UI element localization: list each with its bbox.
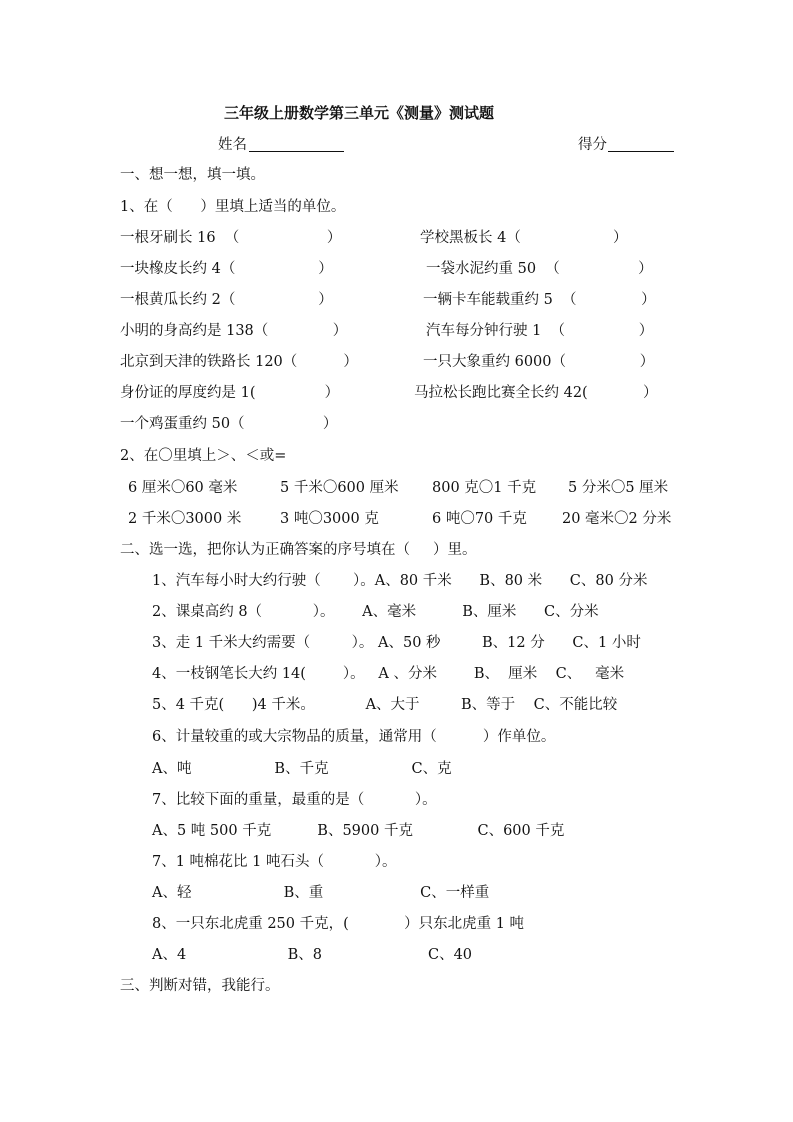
q1-item: 一块橡皮长约 4（ ） [120, 261, 333, 277]
q1-item: 小明的身高约是 138（ ） [120, 323, 348, 339]
choice-options: A、5 吨 500 千克 B、5900 千克 C、600 千克 [152, 823, 565, 839]
name-blank-line [249, 151, 344, 152]
section1-heading: 一、想一想，填一填。 [120, 167, 265, 183]
choice-question: 4、一枝钢笔长大约 14( ）。 A 、分米 B、 厘米 C、 毫米 [152, 666, 625, 682]
q2-prompt: 2、在〇里填上＞、＜或= [120, 448, 287, 464]
q2-item: 800 克〇1 千克 [432, 480, 537, 496]
q2-item: 6 厘米〇60 毫米 [128, 480, 238, 496]
choice-options: A、轻 B、重 C、一样重 [152, 885, 490, 901]
choice-question: 2、课桌高约 8（ ）。 A、毫米 B、厘米 C、分米 [152, 604, 599, 620]
q1-item: 汽车每分钟行驶 1 （ ） [426, 323, 654, 339]
choice-question: 5、4 千克( )4 千米。 A、大于 B、等于 C、不能比较 [152, 697, 618, 713]
choice-question: 7、1 吨棉花比 1 吨石头（ ）。 [152, 854, 397, 870]
q1-item: 北京到天津的铁路长 120（ ） [120, 354, 358, 370]
page-title: 三年级上册数学第三单元《测量》测试题 [224, 104, 495, 122]
q1-item: 身份证的厚度约是 1( ） [120, 385, 340, 401]
section3-heading: 三、判断对错，我能行。 [120, 978, 280, 994]
q1-item: 一根黄瓜长约 2（ ） [120, 292, 333, 308]
choice-question: 8、一只东北虎重 250 千克，( ）只东北虎重 1 吨 [152, 916, 525, 932]
q1-item: 一辆卡车能载重约 5 （ ） [423, 292, 656, 308]
choice-question: 7、比较下面的重量，最重的是（ ）。 [152, 792, 437, 808]
q2-item: 6 吨〇70 千克 [432, 511, 527, 527]
q1-prompt: 1、在（ ）里填上适当的单位。 [120, 199, 346, 215]
choice-question: 3、走 1 千米大约需要（ ）。 A、50 秒 B、12 分 C、1 小时 [152, 635, 641, 651]
q1-item: 一根牙刷长 16 （ ） [120, 230, 342, 246]
score-label: 得分 [578, 137, 607, 153]
choice-question: 1、汽车每小时大约行驶（ ）。A、80 千米 B、80 米 C、80 分米 [152, 573, 648, 589]
name-label: 姓名 [218, 137, 247, 153]
q1-item: 一个鸡蛋重约 50（ ） [120, 416, 338, 432]
choice-options: A、吨 B、千克 C、克 [152, 761, 452, 777]
q1-item: 一袋水泥约重 50 （ ） [426, 261, 653, 277]
q2-item: 20 毫米〇2 分米 [562, 511, 672, 527]
q2-item: 3 吨〇3000 克 [280, 511, 379, 527]
choice-question: 6、计量较重的或大宗物品的质量，通常用（ ）作单位。 [152, 729, 556, 745]
q2-item: 5 分米〇5 厘米 [568, 480, 669, 496]
q2-item: 2 千米〇3000 米 [128, 511, 242, 527]
q1-item: 学校黑板长 4（ ） [420, 230, 628, 246]
q2-item: 5 千米〇600 厘米 [280, 480, 399, 496]
score-blank-line [608, 151, 674, 152]
q1-item: 马拉松长跑比赛全长约 42( ） [414, 385, 658, 401]
choice-options: A、4 B、8 C、40 [152, 947, 473, 963]
q1-item: 一只大象重约 6000（ ） [423, 354, 655, 370]
section2-heading: 二、选一选，把你认为正确答案的序号填在（ ）里。 [120, 542, 477, 558]
